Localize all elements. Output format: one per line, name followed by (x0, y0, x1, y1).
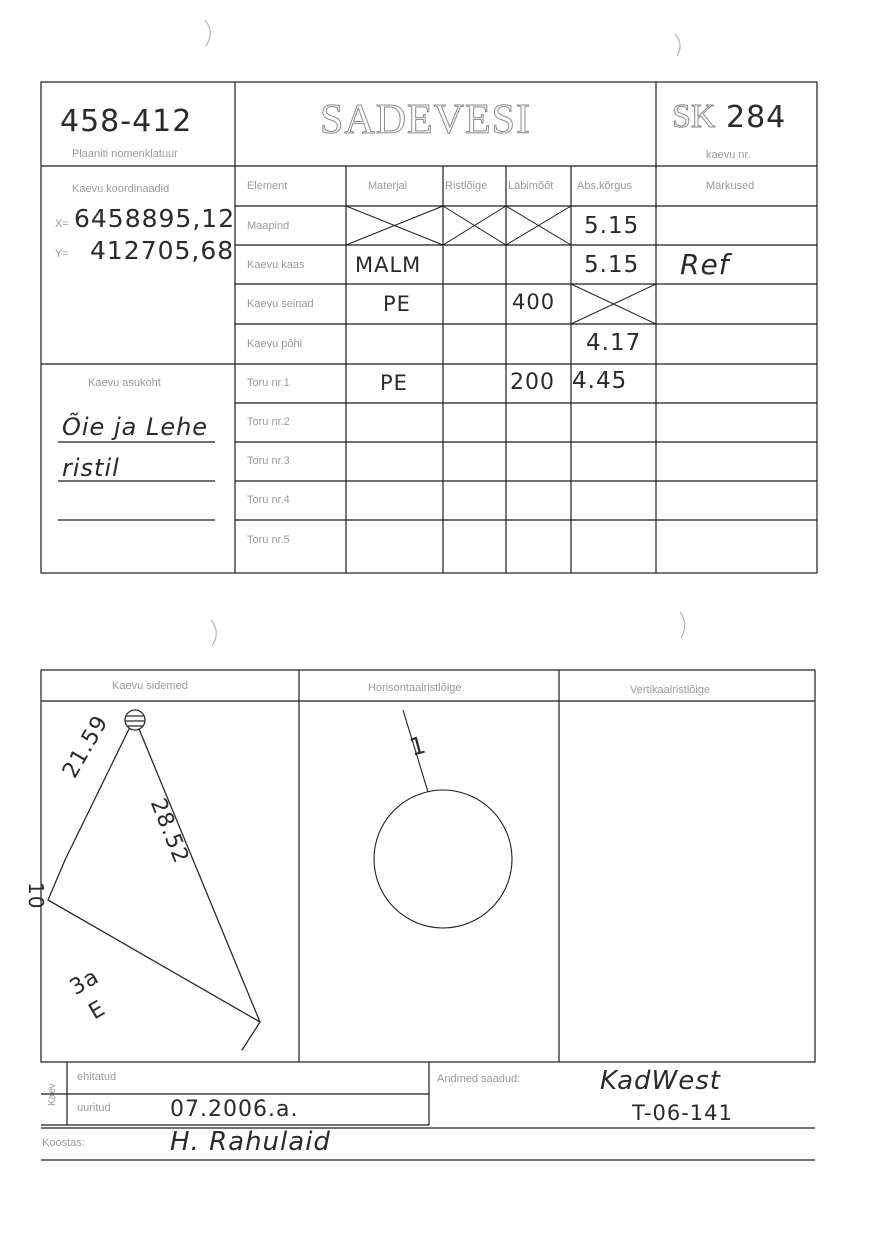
nomenclature-value: 458-412 (60, 104, 193, 139)
row-label-4: Kaevu põhi (247, 338, 303, 350)
location-label: Kaevu asukoht (88, 377, 161, 389)
x-coordinate-value: 6458895,12 (74, 204, 236, 233)
row-label-5: Toru nr.1 (247, 377, 290, 389)
surveyed-label: uuritud (77, 1102, 111, 1114)
cover-notes-value: Ref (680, 248, 730, 281)
surveyed-date-value: 07.2006.a. (170, 1097, 299, 1122)
row-label-6: Toru nr.2 (247, 416, 290, 428)
distance-a-label: 21.59 (58, 711, 114, 783)
row-label-9: Toru nr.5 (247, 534, 290, 546)
header-material: Materjal (368, 180, 408, 192)
walls-diameter-value: 400 (512, 290, 556, 314)
y-coordinate-value: 412705,68 (90, 236, 235, 265)
form-title: SADEVESI (320, 97, 532, 143)
walls-material-value: PE (383, 292, 411, 316)
row-label-2: Kaevu kaas (247, 259, 305, 271)
house-suffix-label: E (84, 995, 111, 1026)
x-coordinate-label: X= (55, 218, 69, 230)
header-notes: Märkused (706, 180, 755, 192)
header-cross-section: Ristlõige (445, 180, 488, 192)
cover-material-value: MALM (355, 253, 422, 277)
y-coordinate-label: Y= (55, 248, 69, 260)
location-line-1: Õie ja Lehe (62, 413, 209, 441)
row-label-1: Maapind (247, 220, 290, 232)
pipe-number-label: 1 (406, 730, 430, 762)
well-number-prefix: SK (672, 98, 716, 135)
row-label-7: Toru nr.3 (247, 455, 290, 467)
header-element: Element (247, 180, 288, 192)
cover-elevation-value: 5.15 (584, 252, 640, 278)
well-vertical-label: Kaev (47, 1083, 58, 1106)
data-source-value: KadWest (600, 1066, 722, 1096)
panel-title-horizontal-section: Horisontaalristlõige (368, 682, 462, 694)
house-number-label: 3a (65, 964, 104, 1001)
well-number-value: 284 (726, 100, 787, 135)
location-line-2: ristil (62, 454, 120, 482)
distance-b-label: 28.52 (144, 795, 194, 868)
header-elevation: Abs.kõrgus (577, 180, 633, 192)
pipe1-elevation-value: 4.45 (572, 368, 628, 394)
pipe1-material-value: PE (380, 371, 408, 395)
bottom-elevation-value: 4.17 (586, 330, 642, 356)
row-label-8: Toru nr.4 (247, 494, 290, 506)
header-diameter: Läbimõõt (508, 180, 554, 192)
panel-title-connections: Kaevu sidemed (112, 680, 188, 692)
well-number-label: kaevu nr. (706, 149, 751, 161)
nomenclature-label: Plaaniti nomenklatuur (72, 148, 178, 160)
row-label-3: Kaevu seinad (247, 298, 314, 310)
panel-title-vertical-section: Vertikaalristlõige (630, 684, 711, 696)
side-length-label: 10 (24, 882, 48, 910)
compiler-signature: H. Rahulaid (170, 1127, 331, 1157)
built-label: ehitatud (77, 1071, 117, 1083)
data-source-reference: T-06-141 (632, 1101, 733, 1125)
compiler-label: Koostas: (42, 1137, 85, 1149)
data-source-label: Andmed saadud: (437, 1073, 521, 1085)
pipe1-diameter-value: 200 (510, 370, 555, 395)
ground-elevation-value: 5.15 (584, 213, 640, 239)
coordinates-label: Kaevu koordinaadid (72, 183, 170, 195)
